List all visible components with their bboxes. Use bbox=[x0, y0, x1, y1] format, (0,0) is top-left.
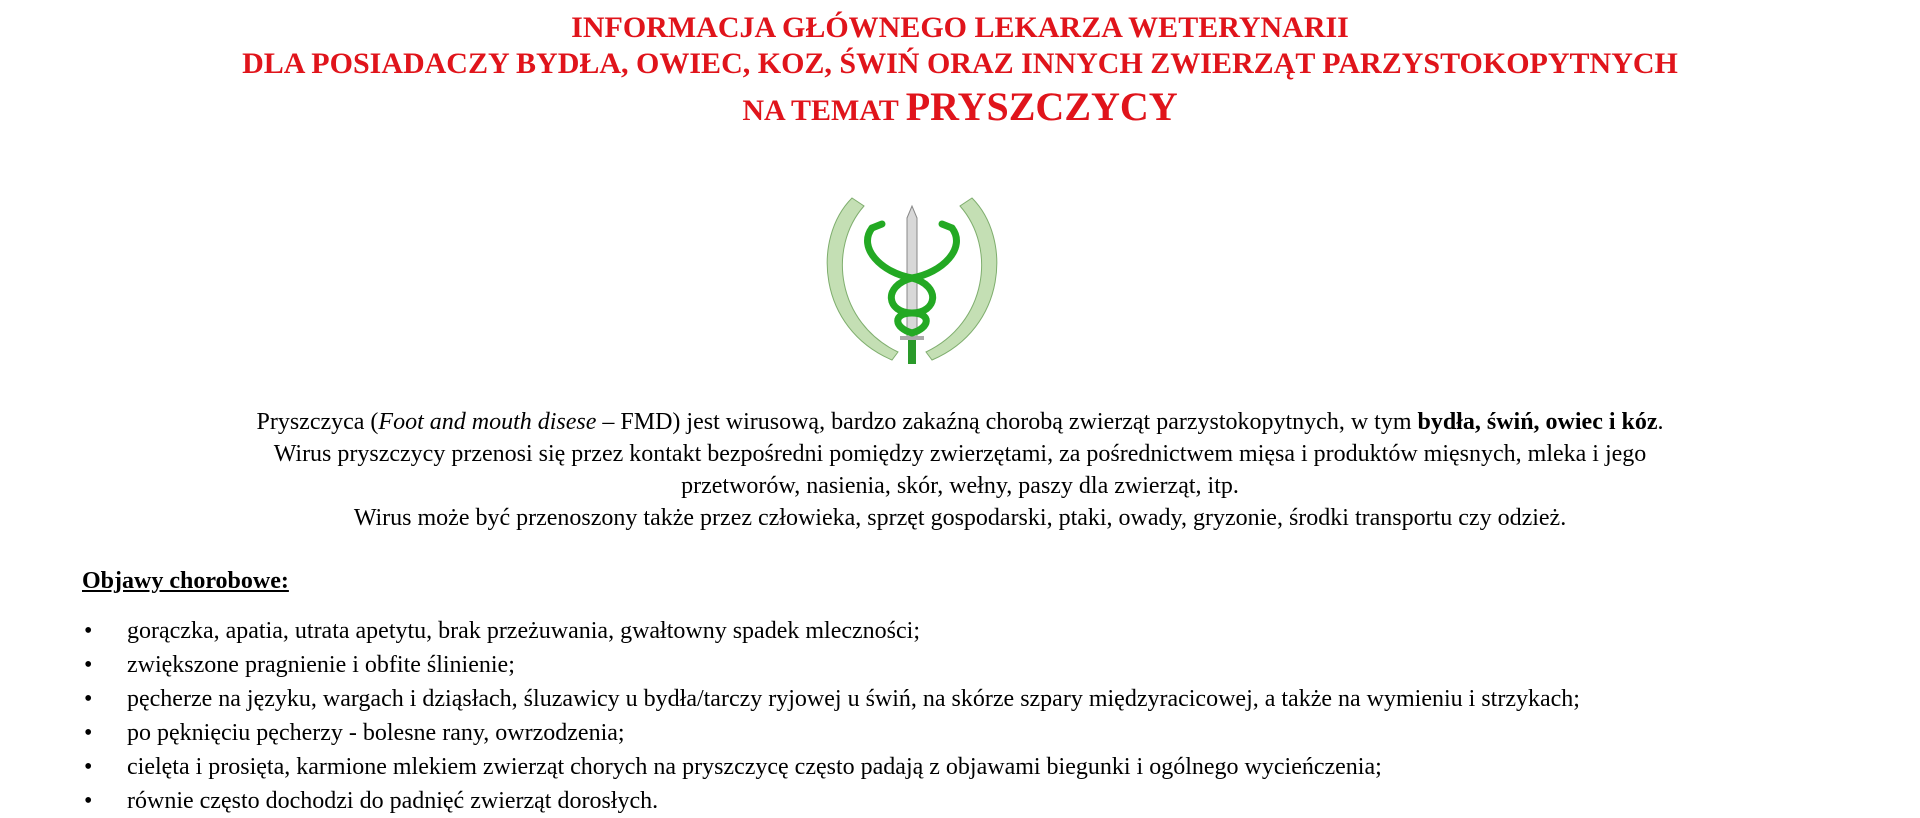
title-line-2: DLA POSIADACZY BYDŁA, OWIEC, KOZ, ŚWIŃ ORAZ INNYCH ZWIERZĄT PARZYSTOKOPYTNYCH bbox=[242, 47, 1678, 80]
bullet-icon: • bbox=[84, 720, 93, 746]
intro-bold: bydła, świń, owiec i kóz bbox=[1417, 409, 1658, 435]
intro-line-3: przetworów, nasienia, skór, wełny, paszy dla zwierząt, itp. bbox=[681, 473, 1239, 499]
title-disease: PRYSZCZYCY bbox=[905, 84, 1178, 129]
title-prefix: NA TEMAT bbox=[742, 94, 906, 127]
intro-line-2: Wirus pryszczycy przenosi się przez kontakt bezpośredni pomiędzy zwierzętami, za pośrednictwem mięsa i produktów mięsnych, mleka i jego bbox=[273, 441, 1647, 467]
intro-line-4: Wirus może być przenoszony także przez człowieka, sprzęt gospodarski, ptaki, owady, gryzonie, środki transportu czy odzież. bbox=[353, 505, 1567, 531]
intro-line-1 bbox=[0, 406, 1920, 438]
list-item-text: pęcherze na języku, wargach i dziąsłach, śluzawicy u bydła/tarczy ryjowej u świń, na skórze szpary międzyracicowej, a także na wymieniu i strzykach; bbox=[127, 686, 1580, 712]
list-item bbox=[0, 750, 1580, 784]
list-item-text: po pęknięciu pęcherzy - bolesne rany, owrzodzenia; bbox=[127, 720, 625, 746]
list-item bbox=[0, 682, 1580, 716]
bullet-icon: • bbox=[84, 754, 93, 780]
veterinary-emblem-logo bbox=[812, 188, 1012, 370]
list-item bbox=[0, 716, 1580, 750]
list-item-text: cielęta i prosięta, karmione mlekiem zwierząt chorych na pryszczycę często padają z objawami biegunki i ogólnego wycieńczenia; bbox=[127, 754, 1382, 780]
bullet-icon: • bbox=[84, 686, 93, 712]
intro-text bbox=[0, 406, 1920, 534]
bullet-icon: • bbox=[84, 788, 93, 814]
list-item bbox=[0, 784, 1580, 818]
intro-italic: Foot and mouth disese bbox=[378, 409, 597, 435]
intro-text-c: . bbox=[1657, 409, 1664, 435]
title-line-1: INFORMACJA GŁÓWNEGO LEKARZA WETERYNARII bbox=[571, 11, 1349, 44]
list-item bbox=[0, 614, 1580, 648]
intro-text-a: Pryszczyca ( bbox=[256, 409, 379, 435]
list-item-text: równie często dochodzi do padnięć zwierząt dorosłych. bbox=[127, 788, 659, 814]
list-item-text: gorączka, apatia, utrata apetytu, brak przeżuwania, gwałtowny spadek mleczności; bbox=[127, 618, 920, 644]
symptoms-list bbox=[0, 614, 1580, 818]
bullet-icon: • bbox=[84, 652, 93, 678]
list-item bbox=[0, 648, 1580, 682]
symptoms-heading: Objawy chorobowe: bbox=[82, 568, 289, 594]
intro-text-b: – FMD) jest wirusową, bardzo zakaźną chorobą zwierząt parzystokopytnych, w tym bbox=[596, 409, 1418, 435]
title-line-3 bbox=[0, 84, 1920, 129]
bullet-icon: • bbox=[84, 618, 93, 644]
list-item-text: zwiększone pragnienie i obfite ślinienie; bbox=[127, 652, 515, 678]
